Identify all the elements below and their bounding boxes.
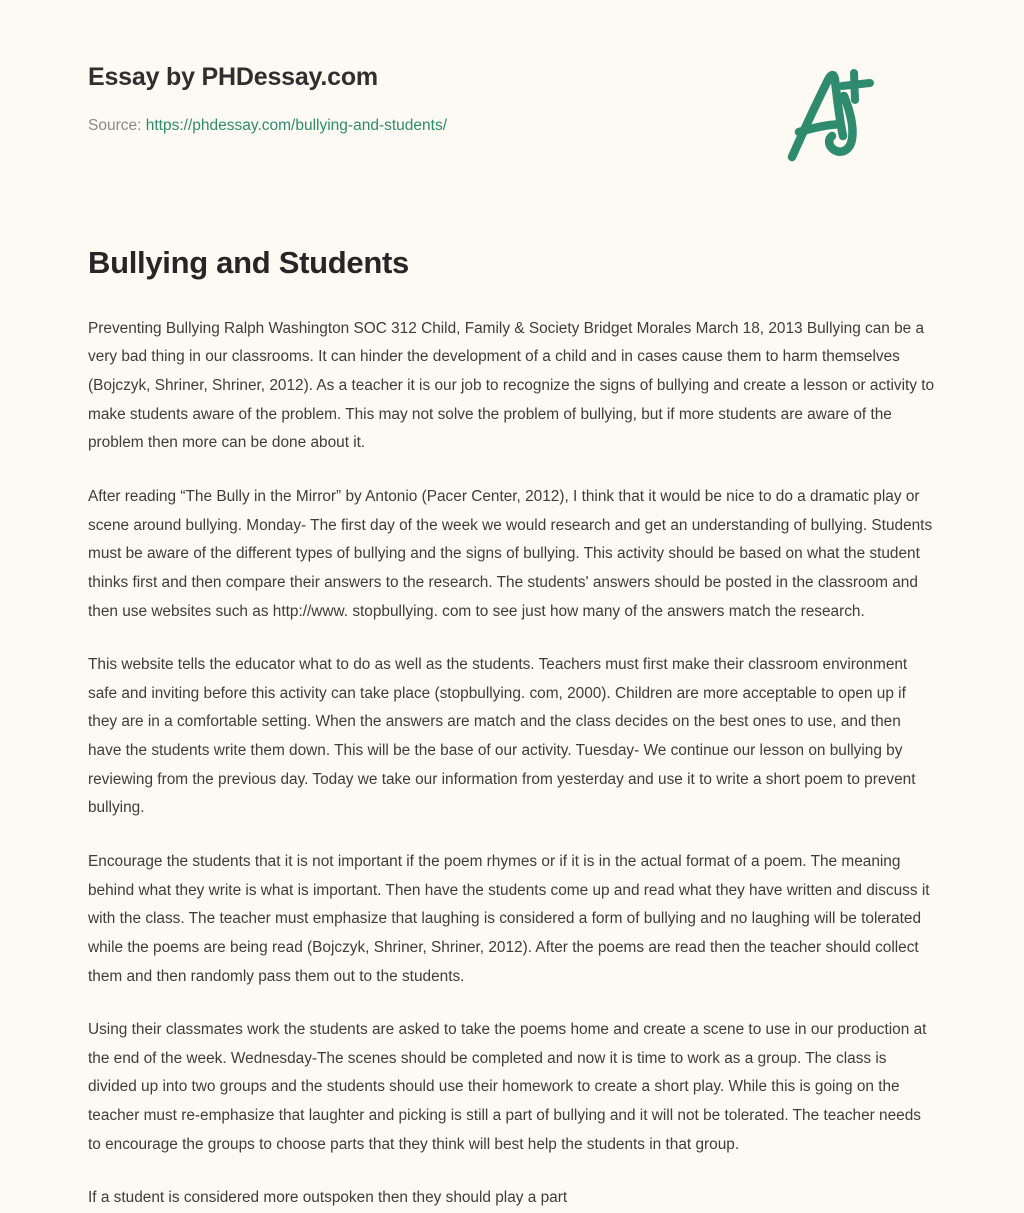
essay-body xyxy=(88,283,936,1213)
essay-paragraph: If a student is considered more outspoken then they should play a part xyxy=(88,1189,568,1207)
essay-paragraph: This website tells the educator what to do as well as the students. Teachers must first make their classroom environment safe and inviting before this activity can take place (stopbullying. com, 2000). Children are more acceptable to open up if they are in a comfortable setting. When the answers are match and the class decides on the best ones to use, and then have the students write them down. This will be the base of our activity. Tuesday- We continue our lesson on bullying by reviewing from the previous day. Today we take our information from yesterday and use it to write a short poem to prevent bullying. xyxy=(88,656,916,817)
page-header xyxy=(88,0,936,166)
page-title: Bullying and Students xyxy=(88,245,409,280)
a-plus-logo-icon xyxy=(774,56,884,166)
essay-paragraph: Using their classmates work the students are asked to take the poems home and create a scene to use in our production at the end of the week. Wednesday-The scenes should be completed and now it is time to work as a group. The class is divided up into two groups and the students should use their homework to create a short play. While this is going on the teacher must re-emphasize that laughter and picking is still a part of bullying and it will not be tolerated. The teacher needs to encourage the groups to choose parts that they think will best help the students in that group. xyxy=(88,1021,927,1153)
essay-paragraph: Preventing Bullying Ralph Washington SOC 312 Child, Family & Society Bridget Morales March 18, 2013 Bullying can be a very bad thing in our classrooms. It can hinder the development of a child and in cases cause them to harm themselves (Bojczyk, Shriner, Shriner, 2012). As a teacher it is our job to recognize the signs of bullying and create a lesson or activity to make students aware of the problem. This may not solve the problem of bullying, but if more students are aware of the problem then more can be done about it. xyxy=(88,319,935,452)
essay-paragraph: After reading “The Bully in the Mirror” by Antonio (Pacer Center, 2012), I think that it would be nice to do a dramatic play or scene around bullying. Monday- The first day of the week we would research and get an understanding of bullying. Students must be aware of the different types of bullying and the signs of bullying. This activity should be based on what the student thinks first and then compare their answers to the research. The students' answers should be posted in the classroom and then use websites such as http://www. stopbullying. com to see just how many of the answers match the research. xyxy=(88,487,933,620)
source-label: Source: xyxy=(88,117,142,134)
brand-title: Essay by PHDessay.com xyxy=(88,63,378,91)
source-url-link[interactable]: https://phdessay.com/bullying-and-students/ xyxy=(145,117,448,134)
source-line xyxy=(88,116,447,136)
essay-paragraph: Encourage the students that it is not important if the poem rhymes or if it is in the actual format of a poem. The meaning behind what they write is what is important. Then have the students come up and read what they have written and discuss it with the class. The teacher must emphasize that laughing is considered a form of bullying and no laughing will be tolerated while the poems are being read (Bojczyk, Shriner, Shriner, 2012). After the poems are read then the teacher should collect them and then randomly pass them out to the students. xyxy=(88,853,930,985)
brand-block xyxy=(88,62,447,136)
